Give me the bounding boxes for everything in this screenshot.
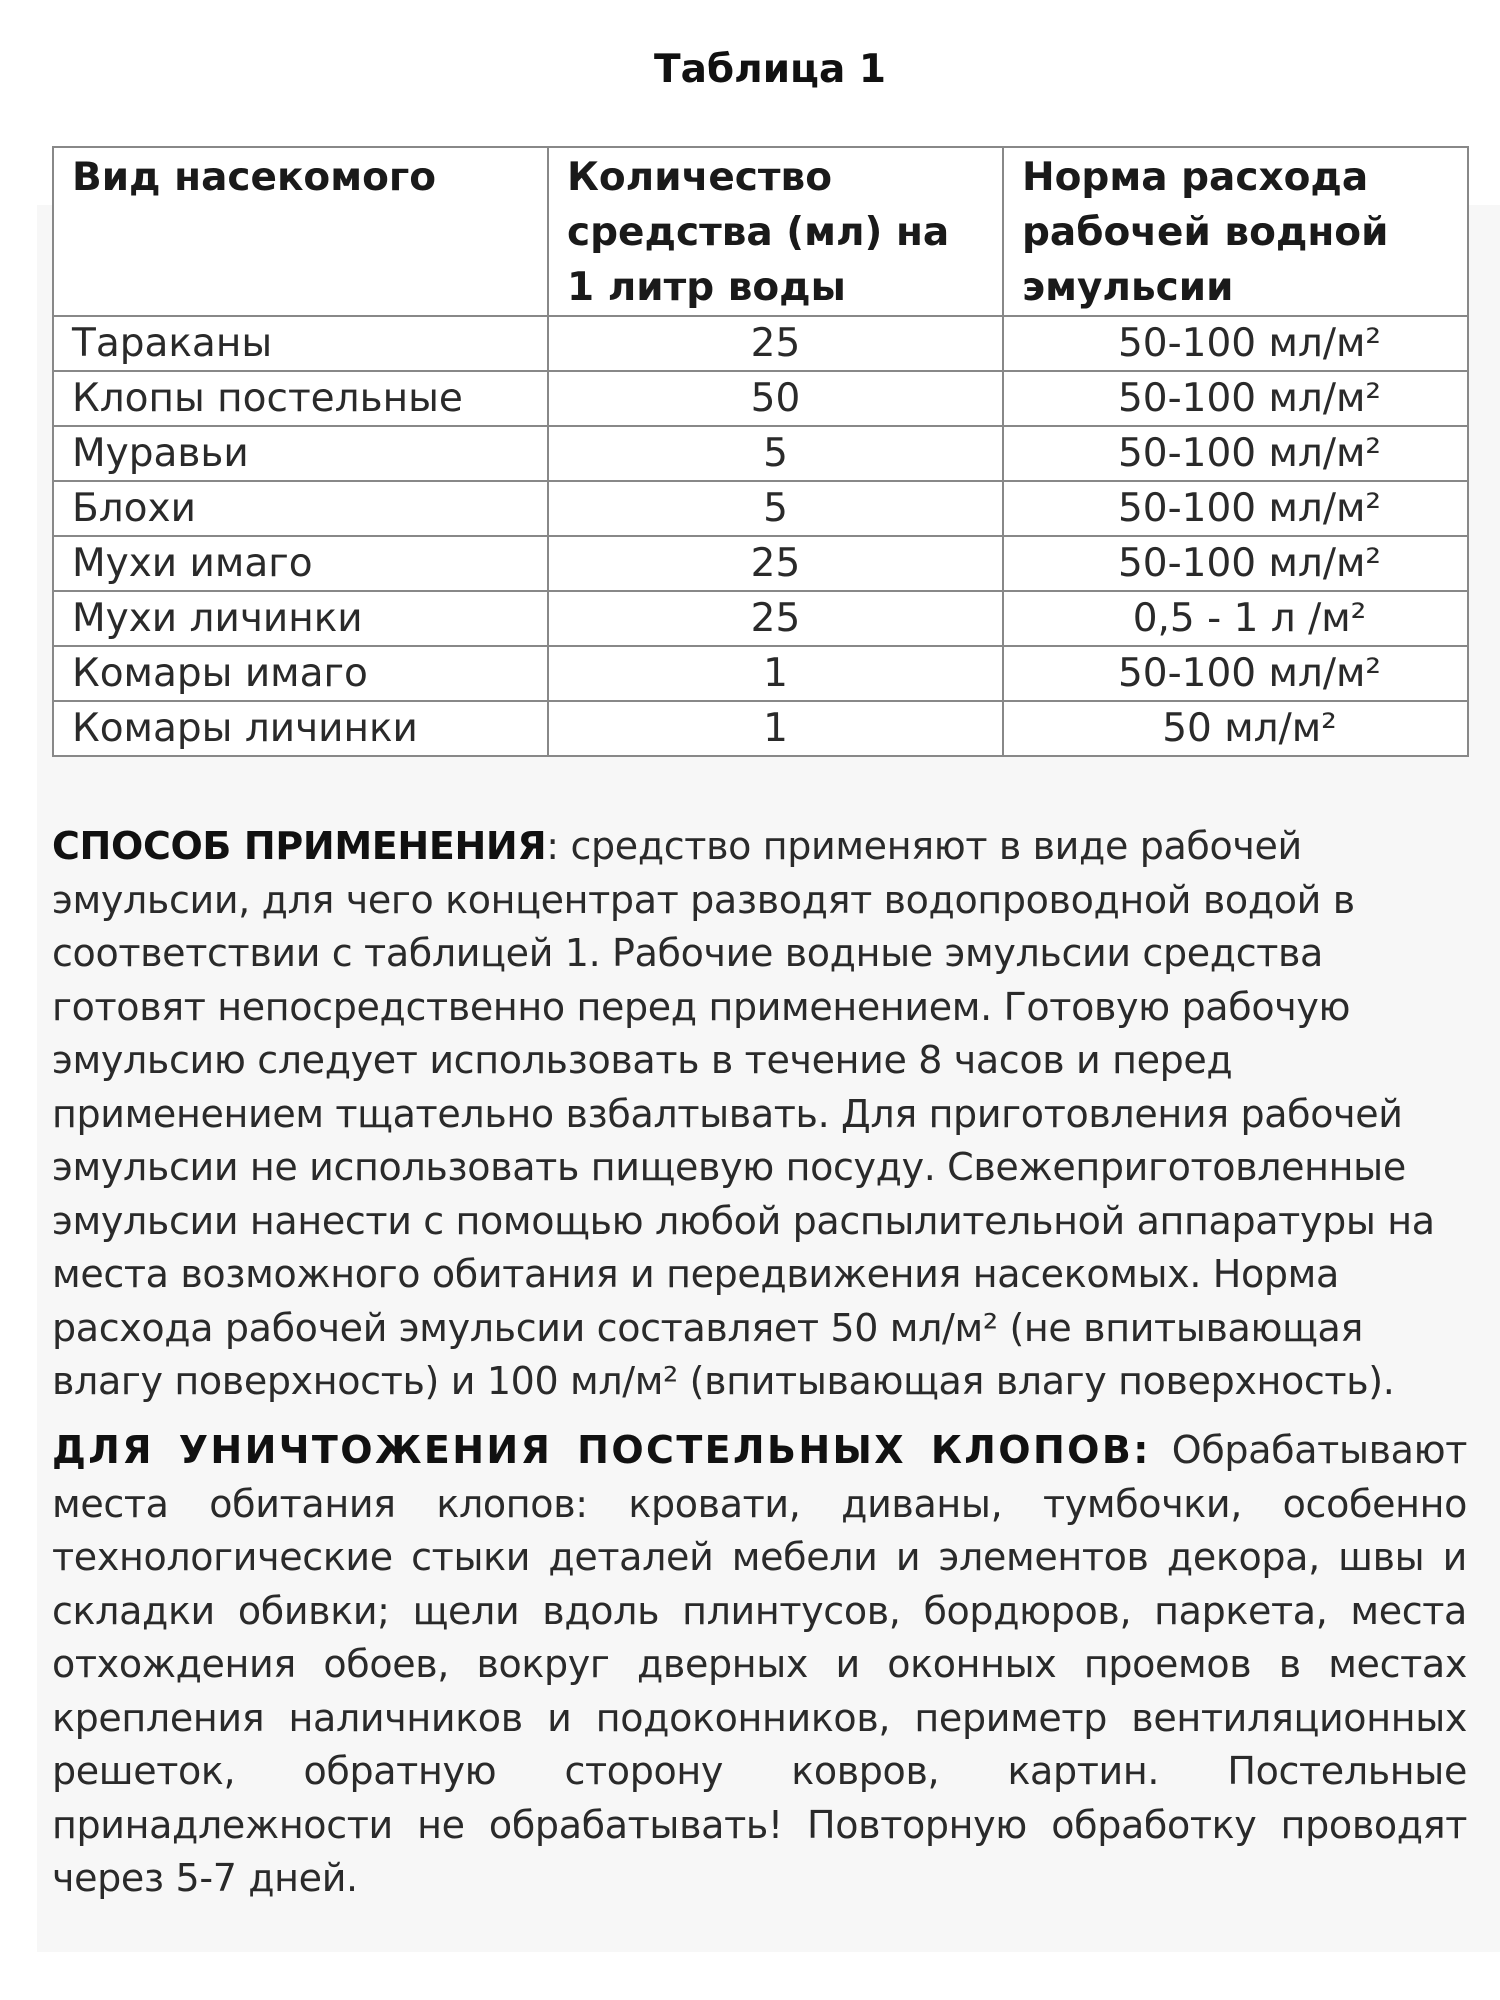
rate-value: 50 мл/м² <box>1162 706 1337 751</box>
table-row <box>53 371 1468 426</box>
insect-name: Комары имаго <box>53 646 548 701</box>
table-row <box>53 316 1468 371</box>
amount-value: 5 <box>548 426 1003 481</box>
rate-cell <box>1003 481 1468 536</box>
rate-value: 50-100 мл/м² <box>1117 486 1382 531</box>
rate-cell <box>1003 371 1468 426</box>
insect-name: Мухи личинки <box>53 591 548 646</box>
rate-cell <box>1003 701 1468 756</box>
application-method-heading: СПОСОБ ПРИМЕНЕНИЯ <box>52 824 547 868</box>
header-amount-per-liter: Количество средства (мл) на 1 литр воды <box>548 147 1003 316</box>
amount-value: 50 <box>548 371 1003 426</box>
header-consumption-rate: Норма расхода рабочей водной эмульсии <box>1003 147 1468 316</box>
bedbug-treatment-heading: ДЛЯ УНИЧТОЖЕНИЯ ПОСТЕЛЬНЫХ КЛОПОВ: <box>52 1428 1151 1472</box>
table-row <box>53 701 1468 756</box>
insect-name: Муравьи <box>53 426 548 481</box>
rate-value: 50-100 мл/м² <box>1117 651 1382 696</box>
amount-value: 1 <box>548 646 1003 701</box>
rate-cell <box>1003 646 1468 701</box>
insect-dosage-table <box>52 146 1469 757</box>
rate-cell <box>1003 316 1468 371</box>
rate-cell <box>1003 591 1468 646</box>
rate-value: 50-100 мл/м² <box>1117 541 1382 586</box>
table-row <box>53 591 1468 646</box>
insect-name: Тараканы <box>53 316 548 371</box>
amount-value: 25 <box>548 536 1003 591</box>
rate-value: 0,5 - 1 л /м² <box>1132 596 1367 641</box>
insect-name: Блохи <box>53 481 548 536</box>
amount-value: 25 <box>548 591 1003 646</box>
amount-value: 5 <box>548 481 1003 536</box>
table-row <box>53 646 1468 701</box>
insect-name: Мухи имаго <box>53 536 548 591</box>
amount-value: 1 <box>548 701 1003 756</box>
bedbug-treatment-paragraph <box>52 1424 1467 1906</box>
table-title: Таблица 1 <box>654 47 886 92</box>
table-row <box>53 426 1468 481</box>
table-row <box>53 481 1468 536</box>
insect-name: Клопы постельные <box>53 371 548 426</box>
amount-value: 25 <box>548 316 1003 371</box>
insect-name: Комары личинки <box>53 701 548 756</box>
application-method-paragraph <box>52 820 1467 1409</box>
rate-cell <box>1003 426 1468 481</box>
rate-value: 50-100 мл/м² <box>1117 321 1382 366</box>
table-row <box>53 536 1468 591</box>
header-insect-type: Вид насекомого <box>53 147 548 316</box>
application-method-text: : средство применяют в виде рабочей эмульсии, для чего концентрат разводят водопроводной водой в соответствии с таблицей 1. Рабочие водные эмульсии средства готовят непосредственно перед применением. Готовую рабочую эмульсию следует использовать в течение 8 часов и перед применением тщательно взбалтывать. Для приготовления рабочей эмульсии не использовать пищевую посуду. Свежеприготовленные эмульсии нанести с помощью любой распылительной аппаратуры на места возможного обитания и передвижения насекомых. Норма расхода рабочей эмульсии составляет 50 мл/м² (не впитывающая влагу поверхность) и 100 мл/м² (впитывающая влагу поверхность). <box>52 824 1435 1403</box>
rate-cell <box>1003 536 1468 591</box>
rate-value: 50-100 мл/м² <box>1117 431 1382 476</box>
table-header-row <box>53 147 1468 316</box>
bedbug-treatment-text: Обрабатывают места обитания клопов: кровати, диваны, тумбочки, особенно технологические стыки деталей мебели и элементов декора, швы и складки обивки; щели вдоль плинтусов, бордюров, паркета, места отхождения обоев, вокруг дверных и оконных проемов в местах крепления наличников и подоконников, периметр вентиляционных решеток, обратную сторону ковров, картин. Постельные принадлежности не обрабатывать! Повторную обработку проводят через 5-7 дней. <box>52 1428 1468 1900</box>
rate-value: 50-100 мл/м² <box>1117 376 1382 421</box>
